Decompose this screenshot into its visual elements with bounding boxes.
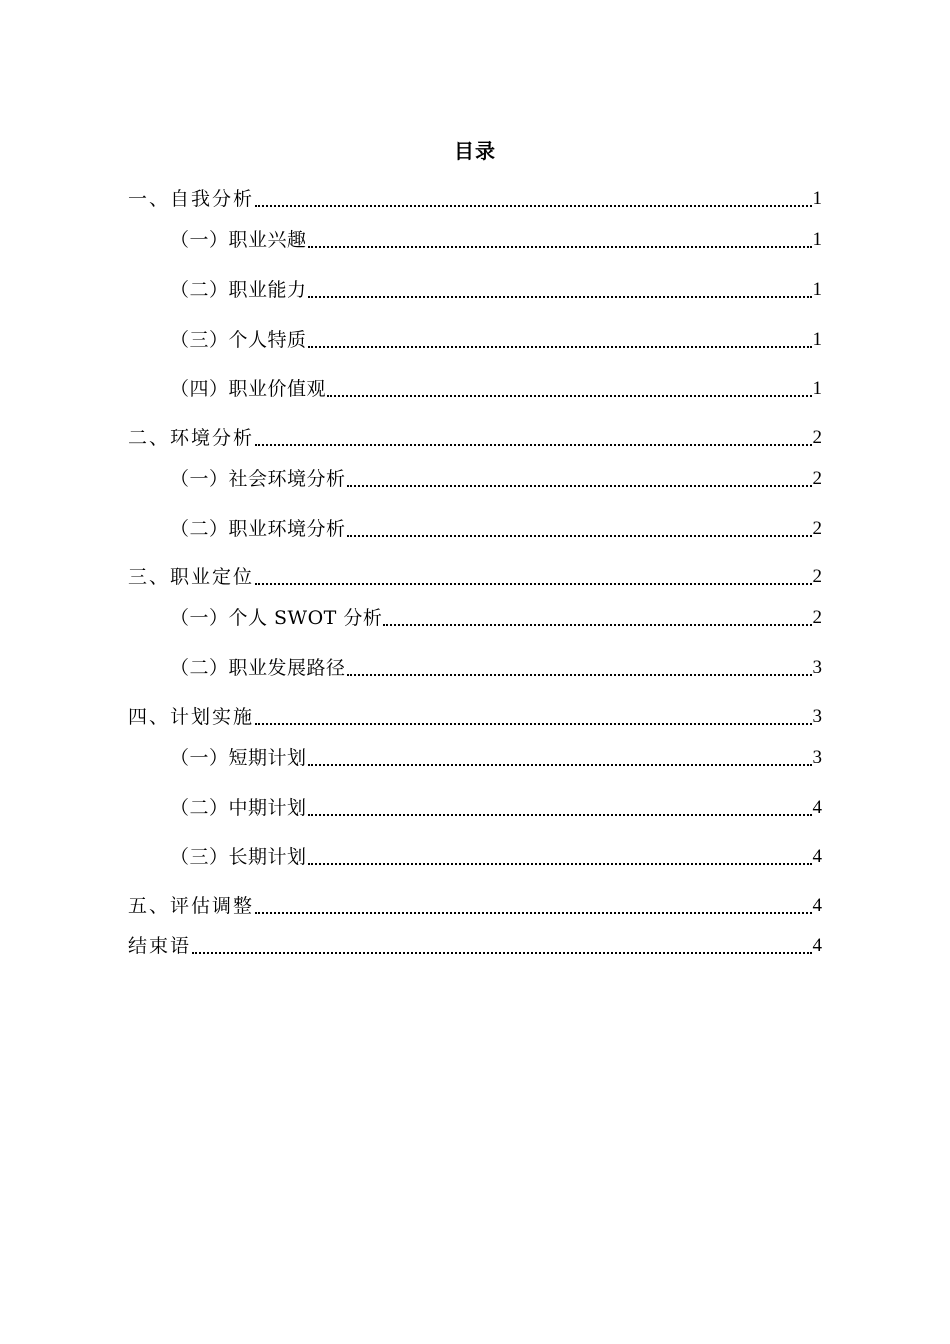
toc-entry-text: （二）中期计划 <box>170 797 307 819</box>
toc-dot-leader <box>308 844 812 870</box>
toc-entry-text: （一）社会环境分析 <box>170 468 346 490</box>
toc-entry-text: 五、评估调整 <box>128 895 255 917</box>
toc-entry-text: （二）职业能力 <box>170 279 307 301</box>
toc-dot-leader <box>255 564 811 590</box>
toc-page-number: 4 <box>812 895 822 916</box>
toc-entry-text: 结束语 <box>128 935 192 957</box>
toc-entry-evaluation-adjustment[interactable] <box>128 893 822 919</box>
toc-page-number: 4 <box>812 797 822 818</box>
toc-entry-text: 四、计划实施 <box>128 706 255 728</box>
toc-dot-leader <box>308 227 812 253</box>
toc-page-number: 1 <box>812 329 822 350</box>
toc-entry-text: 一、自我分析 <box>128 188 255 210</box>
toc-entry-career-ability[interactable] <box>170 277 822 303</box>
toc-page-number: 1 <box>812 378 822 399</box>
toc-page-number: 2 <box>812 468 822 489</box>
toc-dot-leader <box>347 655 812 681</box>
toc-entry-conclusion[interactable] <box>128 933 822 959</box>
toc-dot-leader <box>255 704 811 730</box>
toc-title: 目录 <box>454 139 496 163</box>
toc-dot-leader <box>383 605 811 631</box>
toc-dot-leader <box>255 893 811 919</box>
toc-page-number: 3 <box>812 657 822 678</box>
toc-dot-leader <box>255 425 811 451</box>
toc-entry-environment-analysis[interactable] <box>128 425 822 451</box>
toc-dot-leader <box>308 327 812 353</box>
toc-entry-social-environment[interactable] <box>170 466 822 492</box>
toc-entry-short-term-plan[interactable] <box>170 745 822 771</box>
toc-entry-mid-term-plan[interactable] <box>170 795 822 821</box>
toc-page-number: 3 <box>812 747 822 768</box>
toc-dot-leader <box>308 277 812 303</box>
toc-page-number: 4 <box>812 935 822 956</box>
toc-entry-career-values[interactable] <box>170 376 822 402</box>
toc-page-number: 2 <box>812 427 822 448</box>
toc-entry-career-path[interactable] <box>170 655 822 681</box>
toc-entry-text: （三）长期计划 <box>170 846 307 868</box>
toc-entry-text: （二）职业环境分析 <box>170 518 346 540</box>
toc-entry-text: （四）职业价值观 <box>170 378 327 400</box>
toc-entry-self-analysis[interactable] <box>128 186 822 212</box>
toc-dot-leader <box>327 376 811 402</box>
toc-page-number: 1 <box>812 229 822 250</box>
toc-entry-personal-traits[interactable] <box>170 327 822 353</box>
toc-dot-leader <box>347 516 812 542</box>
toc-entry-text: （一）个人 SWOT 分析 <box>170 607 383 629</box>
toc-entry-career-interest[interactable] <box>170 227 822 253</box>
table-of-contents <box>128 0 822 1344</box>
toc-entry-text: （一）职业兴趣 <box>170 229 307 251</box>
toc-entry-text: 三、职业定位 <box>128 566 255 588</box>
toc-page-number: 2 <box>812 566 822 587</box>
toc-page-number: 2 <box>812 607 822 628</box>
toc-entry-text: （一）短期计划 <box>170 747 307 769</box>
toc-entry-text: 二、环境分析 <box>128 427 255 449</box>
toc-entry-long-term-plan[interactable] <box>170 844 822 870</box>
toc-dot-leader <box>347 466 812 492</box>
toc-dot-leader <box>308 745 812 771</box>
toc-entry-text: （二）职业发展路径 <box>170 657 346 679</box>
toc-entry-swot-analysis[interactable] <box>170 605 822 631</box>
toc-dot-leader <box>192 933 811 959</box>
toc-entry-plan-implementation[interactable] <box>128 704 822 730</box>
toc-entry-career-positioning[interactable] <box>128 564 822 590</box>
toc-entry-career-environment[interactable] <box>170 516 822 542</box>
toc-entry-text: （三）个人特质 <box>170 329 307 351</box>
toc-dot-leader <box>255 186 811 212</box>
toc-page-number: 4 <box>812 846 822 867</box>
toc-page-number: 3 <box>812 706 822 727</box>
toc-page-number: 1 <box>812 188 822 209</box>
toc-page-number: 2 <box>812 518 822 539</box>
toc-page-number: 1 <box>812 279 822 300</box>
toc-dot-leader <box>308 795 812 821</box>
